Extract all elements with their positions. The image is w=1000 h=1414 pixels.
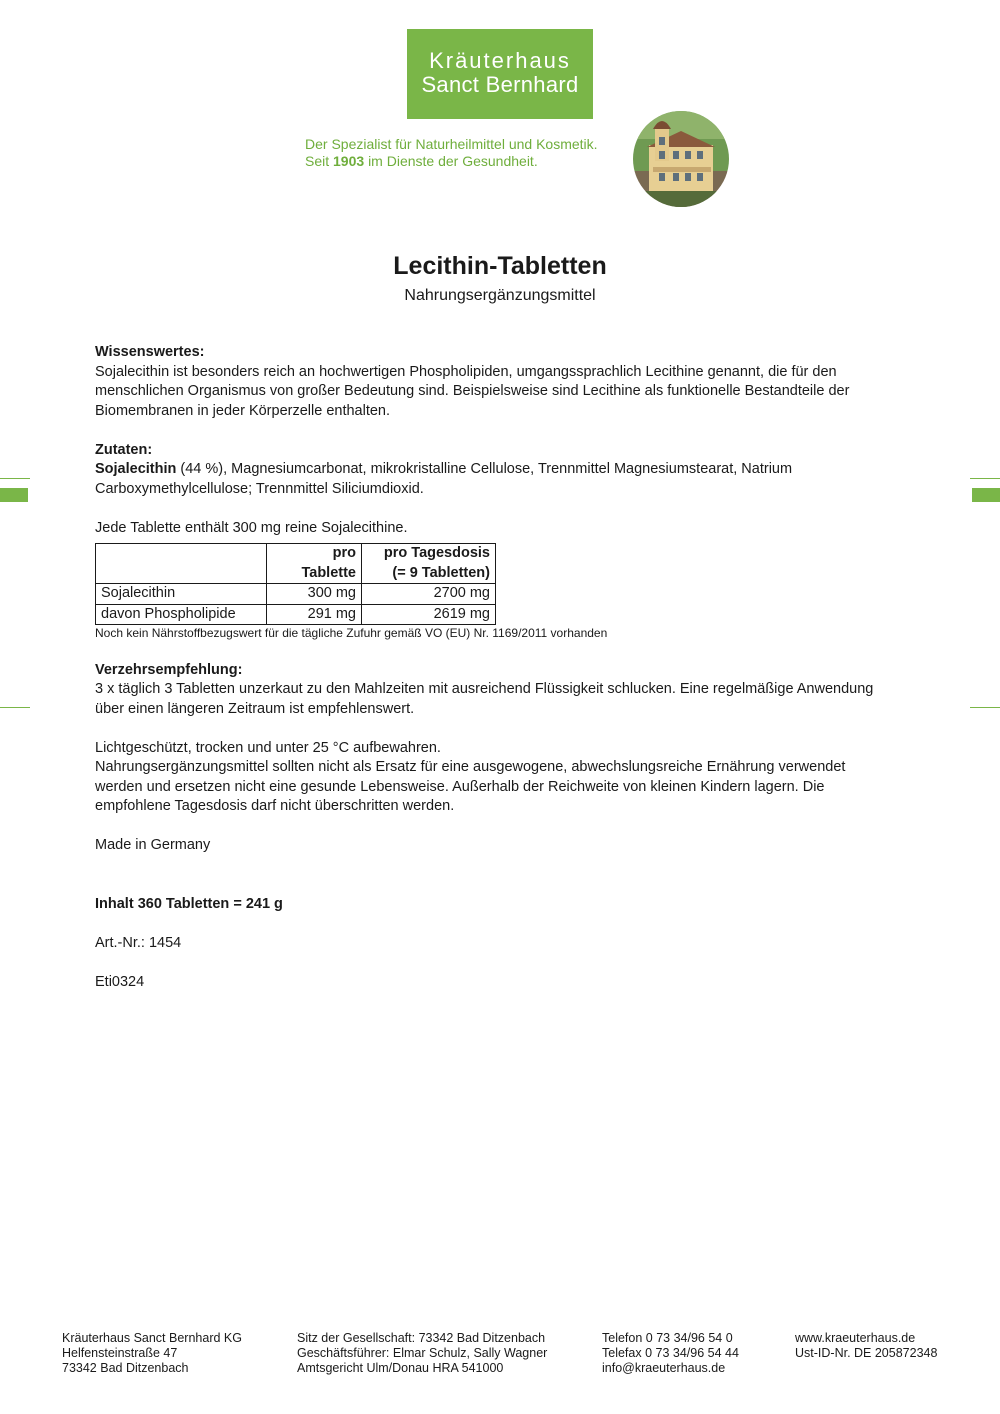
made-in: Made in Germany [95,837,211,853]
table-cell-per-tablet: 291 mg [267,604,362,625]
warning-text: Nahrungsergänzungsmittel sollten nicht als Ersatz für eine ausgewogene, abwechslungsreiche Ernährung verwendet werden und ersetzen nicht eine gesunde Lebensweise. Außerhalb der Reichweite von kleinen Kindern lagern. Die empfohlene Tagesdosis darf nicht überschritten werden. [95,759,846,814]
tagline-suffix: im Dienste der Gesundheit. [368,153,538,169]
table-header-per-day: pro Tagesdosis (= 9 Tabletten) [362,544,496,584]
table-header-empty [96,544,267,584]
zutaten-rest: (44 %), Magnesiumcarbonat, mikrokristalline Cellulose, Trennmittel Magnesiumstearat, Natrium Carboxymethylcellulose; Trennmittel Siliciumdioxid. [95,461,793,497]
footer-email: info@kraeuterhaus.de [602,1361,726,1375]
footer-line: 73342 Bad Ditzenbach [62,1361,189,1375]
right-edge-mark [970,478,1000,479]
verzehr-text: 3 x täglich 3 Tabletten unzerkaut zu den Mahlzeiten mit ausreichend Flüssigkeit schlucken. Eine regelmäßige Anwendung über einen längeren Zeitraum ist empfehlenswert. [95,681,874,717]
inhalt: Inhalt 360 Tabletten = 241 g [95,895,283,912]
tagline-prefix: Seit [305,153,330,169]
table-row [96,604,496,625]
product-subtitle: Nahrungsergänzungsmittel [404,287,596,304]
table-header-per-tablet: pro Tablette [267,544,362,584]
table-cell-name: davon Phospholipide [96,604,267,625]
nutrition-table [95,543,496,625]
verzehr-heading: Verzehrsempfehlung: [95,661,243,678]
footer-contact [602,1331,739,1376]
tagline-line-2 [305,153,598,170]
table-note: Noch kein Nährstoffbezugswert für die tägliche Zufuhr gemäß VO (EU) Nr. 1169/2011 vorhanden [95,626,608,640]
zutaten-bold: Sojalecithin [95,461,177,477]
storage-text: Lichtgeschützt, trocken und unter 25 °C aufbewahren. [95,739,441,756]
wissen-text: Sojalecithin ist besonders reich an hochwertigen Phospholipiden, umgangssprachlich Lecithine genannt, die für den menschlichen Organismus von großer Bedeutung sind. Beispielsweise sind Lecithine als funktionelle Bestandteile der Biomembranen in jeder Körperzelle enthalten. [95,363,850,419]
table-cell-per-tablet: 300 mg [267,584,362,605]
table-header-row [96,544,496,584]
left-edge-bar [0,488,28,502]
footer-line: Sitz der Gesellschaft: 73342 Bad Ditzenbach [297,1331,546,1345]
footer-line: Helfensteinstraße 47 [62,1346,178,1360]
brand-logo [407,29,593,119]
article-number: Art.-Nr.: 1454 [95,934,182,951]
building-photo [633,111,729,207]
table-cell-name: Sojalecithin [96,584,267,605]
right-fold-mark [970,707,1000,708]
footer-phone: Telefon 0 73 34/96 54 0 [602,1331,733,1345]
logo-line-1: Kräuterhaus [429,48,571,73]
footer-vat-id: Ust-ID-Nr. DE 205872348 [795,1346,938,1360]
table-cell-per-day: 2700 mg [362,584,496,605]
footer-legal [297,1331,547,1376]
footer-fax: Telefax 0 73 34/96 54 44 [602,1346,739,1360]
product-title: Lecithin-Tabletten [393,252,607,280]
footer-company [62,1331,242,1376]
footer-line: Amtsgericht Ulm/Donau HRA 541000 [297,1361,504,1375]
footer-web [795,1331,937,1361]
right-edge-bar [972,488,1000,502]
tagline-line-1: Der Spezialist für Naturheilmittel und Kosmetik. [305,136,598,152]
table-cell-per-day: 2619 mg [362,604,496,625]
label-content [95,343,895,992]
footer-line: Kräuterhaus Sanct Bernhard KG [62,1331,242,1345]
table-row [96,584,496,605]
left-fold-mark [0,707,30,708]
tablet-content: Jede Tablette enthält 300 mg reine Sojalecithine. [95,519,408,536]
zutaten-text [95,460,895,499]
eti-code: Eti0324 [95,973,145,990]
logo-line-2: Sanct Bernhard [421,72,579,97]
tagline [305,136,598,170]
zutaten-heading: Zutaten: [95,441,153,458]
left-edge-mark [0,478,30,479]
wissen-heading: Wissenswertes: [95,344,205,360]
footer-website: www.kraeuterhaus.de [795,1331,916,1345]
footer-line: Geschäftsführer: Elmar Schulz, Sally Wagner [297,1346,548,1360]
tagline-year: 1903 [333,153,365,169]
